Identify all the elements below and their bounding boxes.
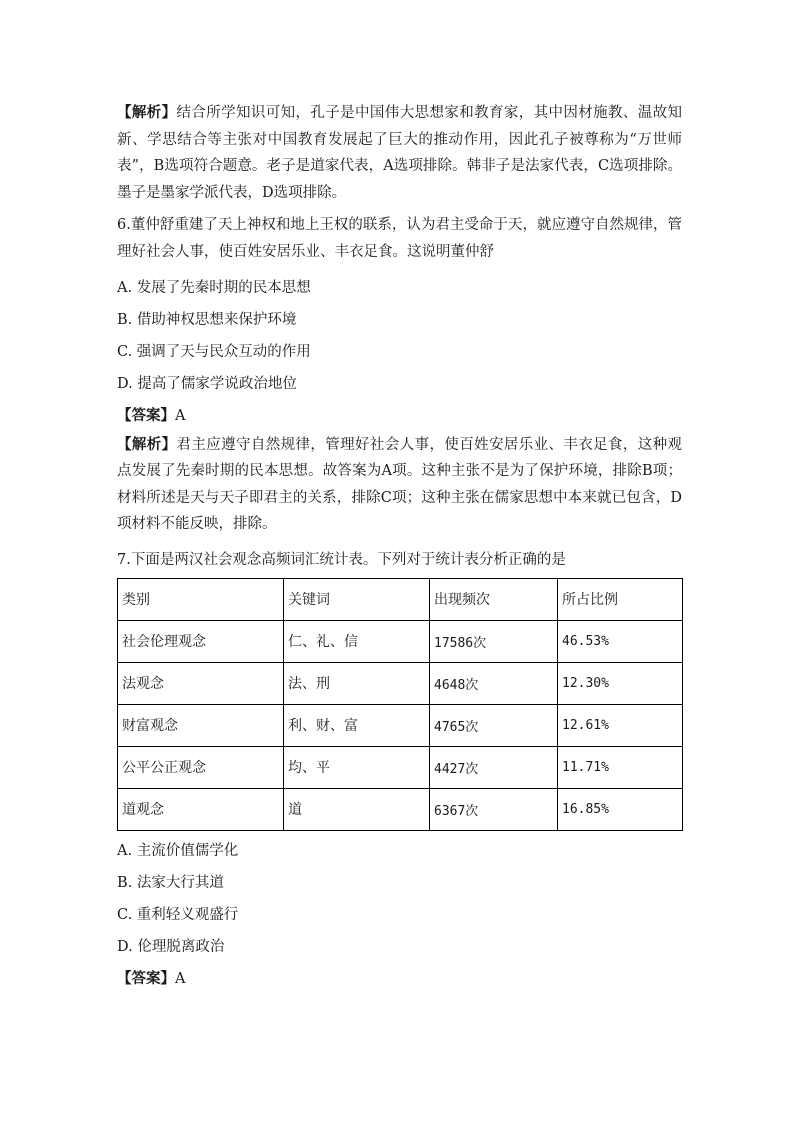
answer-tag: 【答案】 — [117, 969, 175, 987]
q6-option-c: C. 强调了天与民众互动的作用 — [117, 343, 311, 360]
q7-option-b: B. 法家大行其道 — [117, 874, 224, 891]
table-cell: 46.53% — [558, 620, 683, 662]
q7-option-a: A. 主流价值儒学化 — [117, 842, 239, 859]
table-row — [118, 746, 683, 788]
analysis-tag: 【解析】 — [117, 104, 177, 121]
table-cell: 6367次 — [430, 788, 558, 830]
table-cell: 财富观念 — [118, 704, 284, 746]
table-cell: 法观念 — [118, 662, 284, 704]
table-cell: 4427次 — [430, 746, 558, 788]
table-cell: 社会伦理观念 — [118, 620, 284, 662]
document-page — [117, 100, 682, 995]
table-row — [118, 620, 683, 662]
table-row — [118, 704, 683, 746]
q7-answer — [117, 963, 682, 995]
q7-option-c: C. 重利轻义观盛行 — [117, 906, 239, 923]
table-cell: 17586次 — [430, 620, 558, 662]
statistics-table — [117, 578, 683, 831]
answer-tag: 【答案】 — [117, 406, 175, 424]
table-cell: 16.85% — [558, 788, 683, 830]
header-cell: 关键词 — [284, 578, 430, 620]
analysis-tag: 【解析】 — [117, 435, 177, 453]
answer-value: A — [175, 407, 186, 424]
q6-option-b: B. 借助神权思想来保护环境 — [117, 311, 297, 328]
q6-analysis — [117, 432, 682, 538]
header-cell: 类别 — [118, 578, 284, 620]
table-cell: 11.71% — [558, 746, 683, 788]
table-cell: 均、平 — [284, 746, 430, 788]
analysis-text: 君主应遵守自然规律，管理好社会人事，使百姓安居乐业、丰衣足食，这种观点发展了先秦时期的民本思想。故答案为A项。这种主张不是为了保护环境，排除B项；材料所述是天与天子即君主的关系，排除C项；这种主张在儒家思想中本来就已包含，D项材料不能反映，排除。 — [117, 436, 682, 533]
q6-option-a: A. 发展了先秦时期的民本思想 — [117, 279, 311, 296]
header-cell: 出现频次 — [430, 578, 558, 620]
table-row — [118, 788, 683, 830]
table-header-row — [118, 578, 683, 620]
table-cell: 仁、礼、信 — [284, 620, 430, 662]
table-row — [118, 662, 683, 704]
table-cell: 道 — [284, 788, 430, 830]
table-cell: 公平公正观念 — [118, 746, 284, 788]
q6-answer — [117, 400, 682, 432]
table-cell: 4765次 — [430, 704, 558, 746]
table-cell: 12.30% — [558, 662, 683, 704]
q6-option-d: D. 提高了儒家学说政治地位 — [117, 375, 297, 392]
q7-option-d: D. 伦理脱离政治 — [117, 938, 225, 955]
q7-stem: 7.下面是两汉社会观念高频词汇统计表。下列对于统计表分析正确的是 — [117, 551, 566, 568]
table-cell: 12.61% — [558, 704, 683, 746]
q6-stem: 6.董仲舒重建了天上神权和地上王权的联系，认为君主受命于天，就应遵守自然规律，管理好社会人事，使百姓安居乐业、丰衣足食。这说明董仲舒 — [117, 217, 682, 260]
table-cell: 利、财、富 — [284, 704, 430, 746]
q5-analysis — [117, 100, 682, 206]
table-cell: 道观念 — [118, 788, 284, 830]
header-cell: 所占比例 — [558, 578, 683, 620]
table-cell: 法、刑 — [284, 662, 430, 704]
table-cell: 4648次 — [430, 662, 558, 704]
answer-value: A — [175, 970, 186, 987]
analysis-text: 结合所学知识可知，孔子是中国伟大思想家和教育家，其中因材施教、温故知新、学思结合等主张对中国教育发展起了巨大的推动作用，因此孔子被尊称为“万世师表”，B选项符合题意。老子是道家代表，A选项排除。韩非子是法家代表，C选项排除。墨子是墨家学派代表，D选项排除。 — [117, 105, 682, 201]
